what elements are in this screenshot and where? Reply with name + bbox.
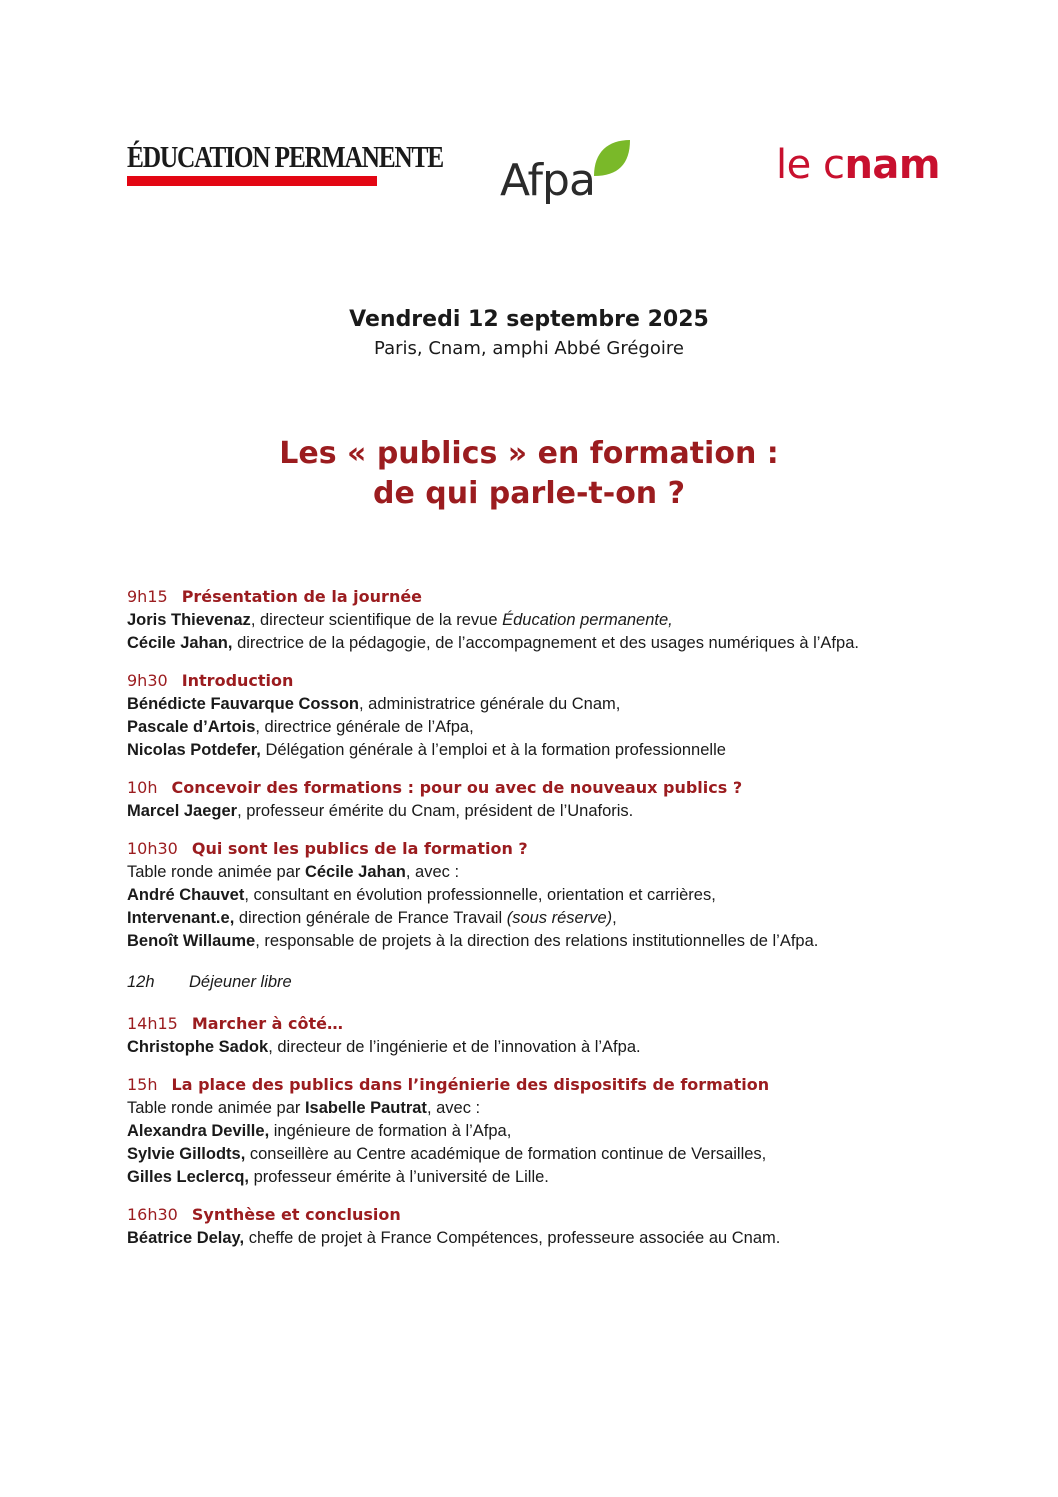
program-slot (127, 1203, 1007, 1250)
speaker-line: Gilles Leclercq, professeur émérite à l’université de Lille. (127, 1168, 549, 1186)
program-slot (127, 1012, 1007, 1059)
slot-heading: 9h15 Présentation de la journée (127, 587, 423, 606)
program-slot (127, 585, 1007, 655)
event-date: Vendredi 12 septembre 2025 (349, 307, 709, 332)
moderator-line: Table ronde animée par Cécile Jahan, avec : (127, 863, 460, 881)
slot-heading: 15h La place des publics dans l’ingénierie des dispositifs de formation (127, 1075, 770, 1094)
program (127, 585, 1007, 1264)
speaker-line: Bénédicte Fauvarque Cosson, administratrice générale du Cnam, (127, 695, 621, 713)
logos-header (0, 130, 1058, 220)
slot-heading: 9h30 Introduction (127, 671, 294, 690)
event-info (0, 307, 1058, 359)
speaker-line: Alexandra Deville, ingénieure de formation à l’Afpa, (127, 1122, 512, 1140)
speaker-line: Cécile Jahan, directrice de la pédagogie, de l’accompagnement et des usages numériques à l’Afpa. (127, 634, 859, 652)
program-slot (127, 1073, 1007, 1189)
speaker-line: Marcel Jaeger, professeur émérite du Cnam, président de l’Unaforis. (127, 802, 634, 820)
afpa-leaf-icon (592, 138, 632, 178)
education-permanente-logo: ÉDUCATION PERMANENTE (127, 140, 377, 186)
speaker-line: Benoît Willaume, responsable de projets à la direction des relations institutionnelles de l’Afpa. (127, 932, 819, 950)
speaker-line: Intervenant.e, direction générale de France Travail (sous réserve), (127, 909, 617, 927)
ep-red-bar (127, 176, 377, 186)
event-place: Paris, Cnam, amphi Abbé Grégoire (374, 338, 684, 359)
program-slot (127, 837, 1007, 953)
slot-heading: 16h30 Synthèse et conclusion (127, 1205, 401, 1224)
event-title: Les « publics » en formation : de qui parle-t-on ? (279, 436, 779, 511)
speaker-line: André Chauvet, consultant en évolution professionnelle, orientation et carrières, (127, 886, 716, 904)
program-slot (127, 776, 1007, 823)
lunch-slot: 12h Déjeuner libre (127, 973, 292, 991)
moderator-line: Table ronde animée par Isabelle Pautrat, avec : (127, 1099, 481, 1117)
speaker-line: Nicolas Potdefer, Délégation générale à l’emploi et à la formation professionnelle (127, 741, 726, 759)
afpa-logo: Afpa (500, 138, 635, 213)
slot-heading: 14h15 Marcher à côté… (127, 1014, 343, 1033)
speaker-line: Christophe Sadok, directeur de l’ingénierie et de l’innovation à l’Afpa. (127, 1038, 641, 1056)
slot-heading: 10h30 Qui sont les publics de la formation ? (127, 839, 528, 858)
speaker-line: Béatrice Delay, cheffe de projet à France Compétences, professeure associée au Cnam. (127, 1229, 781, 1247)
speaker-line: Pascale d’Artois, directrice générale de l’Afpa, (127, 718, 474, 736)
speaker-line: Sylvie Gillodts, conseillère au Centre académique de formation continue de Versailles, (127, 1145, 767, 1163)
speaker-line: Joris Thievenaz, directeur scientifique de la revue Éducation permanente, (127, 611, 673, 629)
cnam-logo: le cnam (776, 142, 941, 188)
slot-heading: 10h Concevoir des formations : pour ou avec de nouveaux publics ? (127, 778, 743, 797)
program-slot (127, 669, 1007, 762)
